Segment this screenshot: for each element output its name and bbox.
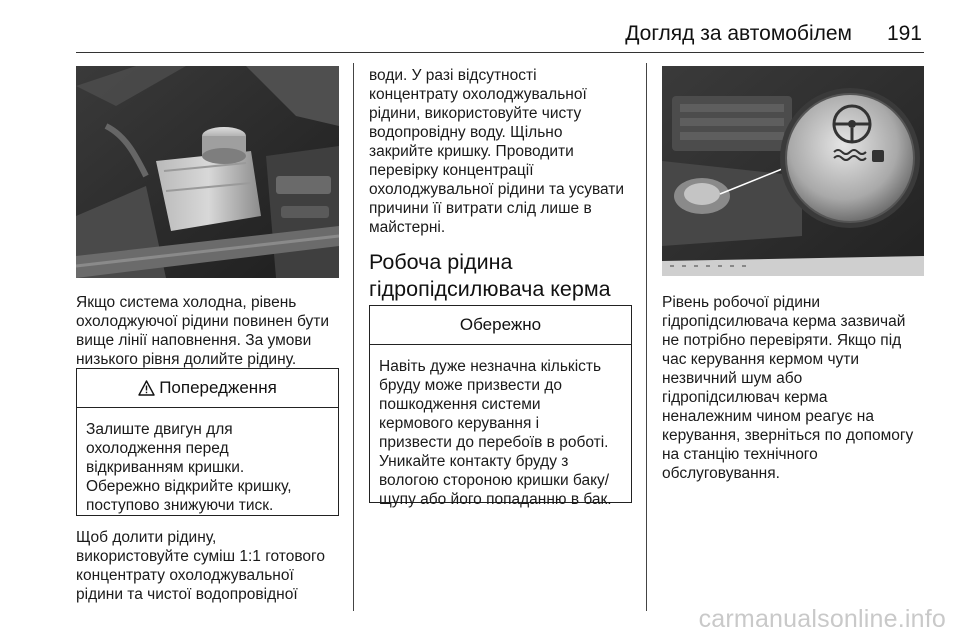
warning-header [77,369,338,408]
power-steering-level-text: Рівень робочої рідини гідропідсилювача керма зазвичай не потрібно перевіряти. Якщо під час керування кермом чути незвичний шум або гідропідсилювач керма неналежним чином реагує на керування, зверніться по допомогу на станцію технічного обслуговування. [662,294,914,482]
caution-header [370,306,631,345]
warning-triangle-icon [138,380,155,396]
warning-title: Попередження [159,378,277,397]
watermark: carmanualsonline.info [698,605,946,633]
page-number: 191 [886,22,922,45]
page-header-title: Догляд за автомобілем [625,22,852,45]
caution-title: Обережно [459,315,542,334]
warning-box [76,368,339,516]
caution-box [369,305,632,508]
header-rule [76,52,924,53]
column-divider-right [646,63,647,611]
warning-body: Залиште двигун для охолодження перед відкриванням кришки. Обережно відкрийте кришку, поступово знижуючи тиск. [86,421,292,514]
column-divider-left [353,63,354,611]
topping-up-text: Щоб долити рідину, використовуйте суміш 1:1 готового концентрату охолоджувальної рідини та чистої водопровідної [76,529,325,603]
coolant-reservoir-photo [76,66,339,278]
coolant-level-text: Якщо система холодна, рівень охолоджуючої рідини повинен бути вище лінії наповнення. За умови низького рівня долийте рідину. [76,294,330,368]
power-steering-reservoir-photo [662,66,924,276]
coolant-water-text: води. У разі відсутності концентрату охолоджувальної рідини, використовуйте чисту водопровідну воду. Щільно закрийте кришку. Проводити перевірку концентрації охолоджувальної рідини та усувати причини її витрати слід лише в майстерні. [369,67,625,236]
power-steering-heading: Робоча рідина гідропідсилювача керма [369,250,611,301]
caution-body: Навіть дуже незначна кількість бруду може призвести до пошкодження системи кермового керування і призвести до перебоїв в роботі. Уникайте контакту бруду з вологою стороною кришки баку/ щупу або його попаданню в бак. [379,358,612,508]
